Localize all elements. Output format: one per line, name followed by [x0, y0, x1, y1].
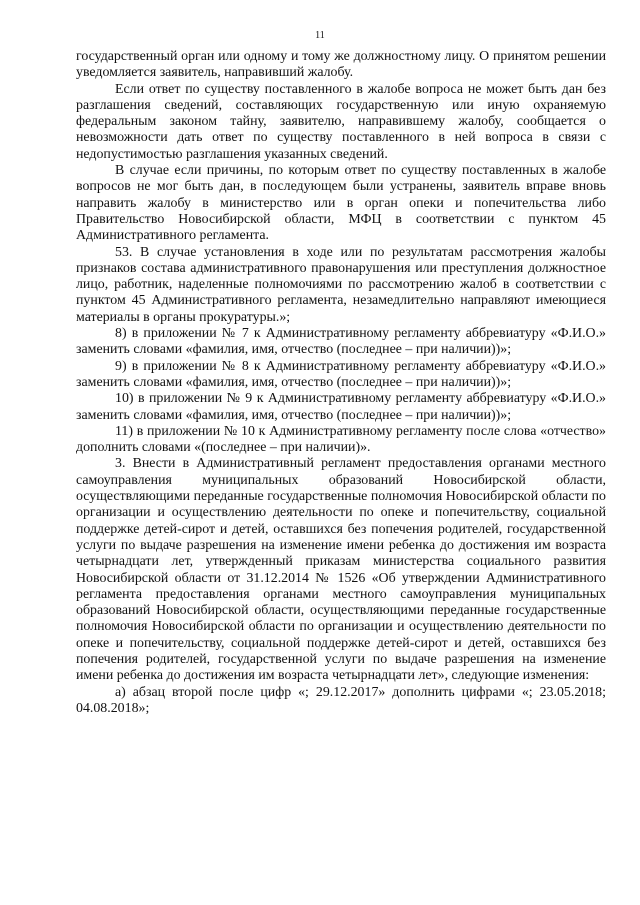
- paragraph-causes-removed: В случае если причины, по которым ответ по существу поставленных в жалобе вопросов не мог быть дан, в последующем были устранены, заявитель вправе вновь направить жалобу в министерство или в орган опеки и попечительства либо Правительство Новосибирской области, МФЦ в соответствии с пунктом 45 Административного регламента.: [76, 163, 606, 244]
- paragraph-secret-info: Если ответ по существу поставленного в жалобе вопроса не может быть дан без разглашения сведений, составляющих государственную или иную охраняемую федеральным законом тайну, заявителю, направившему жалобу, сообщается о невозможности дать ответ по существу поставленного в ней вопроса в связи с недопустимостью разглашения указанных сведений.: [76, 81, 606, 162]
- paragraph-section-3: 3. Внести в Административный регламент предоставления органами местного самоуправления муниципальных образований Новосибирской области, осуществляющими переданные государственные полномочия Новосибирской области по организации и осуществлению деятельности по опеке и попечительству, социальной поддержке детей-сирот и детей, оставшихся без попечения родителей, государственной услуги по выдаче разрешения на изменение имени ребенка до достижения им возраста четырнадцати лет, утвержденный приказам министерства социального развития Новосибирской области от 31.12.2014 № 1526 «Об утверждении Административного регламента предоставления органами местного самоуправления муниципальных образований Новосибирской области, осуществляющими переданные государственные полномочия Новосибирской области по организации и осуществлению деятельности по опеке и попечительству, социальной поддержке детей-сирот и детей, оставшихся без попечения родителей, государственной услуги по выдаче разрешения на изменение имени ребенка до достижения им возраста четырнадцати лет», следующие изменения:: [76, 456, 606, 684]
- page-number: 11: [315, 30, 325, 41]
- document-body: [76, 49, 606, 717]
- paragraph-item-9: 9) в приложении № 8 к Административному регламенту аббревиатуру «Ф.И.О.» заменить словами «фамилия, имя, отчество (последнее – при наличии))»;: [76, 358, 606, 390]
- paragraph-item-8: 8) в приложении № 7 к Административному регламенту аббревиатуру «Ф.И.О.» заменить словами «фамилия, имя, отчество (последнее – при наличии))»;: [76, 326, 606, 358]
- paragraph-continuation: государственный орган или одному и тому же должностному лицу. О принятом решении уведомляется заявитель, направивший жалобу.: [76, 49, 606, 81]
- paragraph-item-53: 53. В случае установления в ходе или по результатам рассмотрения жалобы признаков состава административного правонарушения или преступления должностное лицо, работник, наделенные полномочиями по рассмотрению жалоб в соответствии с пунктом 45 Административного регламента, незамедлительно направляют имеющиеся материалы в органы прокуратуры.»;: [76, 244, 606, 325]
- paragraph-subitem-a: а) абзац второй после цифр «; 29.12.2017» дополнить цифрами «; 23.05.2018; 04.08.2018»;: [76, 684, 606, 716]
- paragraph-item-10: 10) в приложении № 9 к Административному регламенту аббревиатуру «Ф.И.О.» заменить словами «фамилия, имя, отчество (последнее – при наличии))»;: [76, 391, 606, 423]
- paragraph-item-11: 11) в приложении № 10 к Административному регламенту после слова «отчество» дополнить словами «(последнее – при наличии)».: [76, 423, 606, 456]
